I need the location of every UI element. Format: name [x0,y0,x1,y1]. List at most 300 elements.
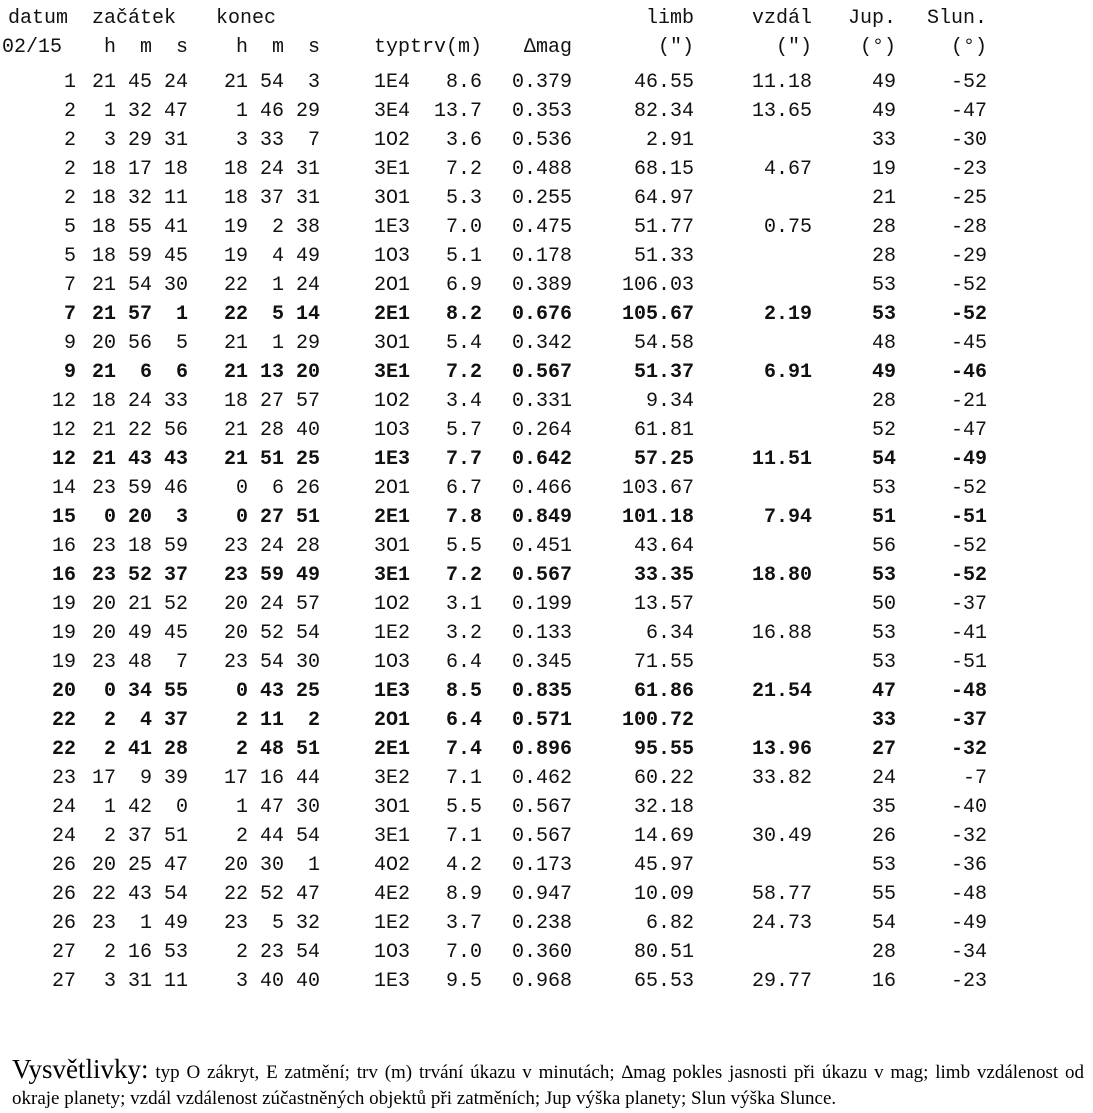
cell-limb: 2.91 [646,129,695,152]
cell-start-m: 20 [127,506,152,529]
cell-jupiter-alt: 51 [872,506,897,529]
table-header [0,4,987,68]
cell-jupiter-alt: 49 [872,71,897,94]
cell-start-m: 41 [127,738,152,761]
header-limb-unit: (") [658,36,695,59]
cell-type: 3E2 [373,767,410,790]
cell-jupiter-alt: 54 [872,448,897,471]
cell-start-m: 49 [127,622,152,645]
cell-start-m: 18 [127,535,152,558]
header-distance-unit: (") [776,36,813,59]
cell-delta-mag: 0.968 [512,970,573,993]
cell-start-h: 3 [103,970,116,993]
cell-limb: 80.51 [634,941,695,964]
cell-limb: 51.37 [634,361,695,384]
cell-distance: 13.96 [752,738,813,761]
cell-start-m: 57 [127,303,152,326]
cell-duration: 6.4 [446,651,483,674]
cell-start-s: 1 [175,303,188,326]
cell-end-h: 20 [223,622,248,645]
cell-sun-alt: -48 [951,680,988,703]
cell-start-h: 23 [91,651,116,674]
table-row [0,68,987,97]
cell-start-s: 33 [163,390,188,413]
cell-type: 3E1 [373,158,410,181]
cell-sun-alt: -32 [951,738,988,761]
cell-end-h: 3 [235,970,248,993]
cell-start-s: 18 [163,158,188,181]
cell-delta-mag: 0.536 [512,129,573,152]
cell-start-s: 49 [163,912,188,935]
table-row [0,387,987,416]
cell-date: 16 [51,535,76,558]
header-sun: Slun. [927,7,988,30]
cell-sun-alt: -49 [951,448,988,471]
cell-date: 15 [51,506,76,529]
cell-limb: 100.72 [622,709,695,732]
cell-type: 1O3 [373,245,410,268]
cell-sun-alt: -25 [951,187,988,210]
cell-start-s: 46 [163,477,188,500]
cell-end-s: 7 [307,129,320,152]
cell-distance: 16.88 [752,622,813,645]
cell-end-h: 21 [223,419,248,442]
table-row [0,735,987,764]
legend-lead: Vysvětlivky: [12,1054,149,1084]
table-row [0,967,987,996]
table-row [0,184,987,213]
cell-end-m: 40 [259,970,284,993]
cell-distance: 0.75 [764,216,813,239]
cell-limb: 57.25 [634,448,695,471]
cell-duration: 7.8 [446,506,483,529]
cell-end-h: 20 [223,854,248,877]
cell-end-m: 52 [259,622,284,645]
cell-duration: 7.2 [446,158,483,181]
cell-date: 12 [51,419,76,442]
cell-start-h: 20 [91,332,116,355]
cell-limb: 46.55 [634,71,695,94]
cell-sun-alt: -52 [951,477,988,500]
cell-start-s: 37 [163,564,188,587]
cell-limb: 6.34 [646,622,695,645]
cell-sun-alt: -52 [951,274,988,297]
cell-date: 19 [51,593,76,616]
cell-end-m: 52 [259,883,284,906]
cell-delta-mag: 0.488 [512,158,573,181]
cell-distance: 11.51 [752,448,813,471]
cell-delta-mag: 0.567 [512,564,573,587]
cell-duration: 5.4 [446,332,483,355]
cell-start-s: 31 [163,129,188,152]
cell-start-m: 21 [127,593,152,616]
cell-end-m: 30 [259,854,284,877]
cell-date: 9 [63,361,76,384]
cell-end-s: 57 [295,390,320,413]
cell-jupiter-alt: 21 [872,187,897,210]
cell-type: 1E2 [373,912,410,935]
cell-start-m: 55 [127,216,152,239]
cell-jupiter-alt: 33 [872,709,897,732]
cell-start-h: 20 [91,622,116,645]
cell-end-h: 21 [223,332,248,355]
cell-jupiter-alt: 50 [872,593,897,616]
cell-date: 26 [51,912,76,935]
cell-duration: 6.9 [446,274,483,297]
cell-duration: 7.7 [446,448,483,471]
cell-jupiter-alt: 28 [872,941,897,964]
cell-sun-alt: -37 [951,593,988,616]
table-row [0,97,987,126]
cell-end-m: 54 [259,71,284,94]
header-end-m: m [271,36,284,59]
cell-type: 1E3 [373,970,410,993]
cell-end-m: 1 [271,274,284,297]
table-row [0,793,987,822]
cell-duration: 7.0 [446,216,483,239]
cell-end-s: 57 [295,593,320,616]
table-row [0,822,987,851]
cell-distance: 11.18 [752,71,813,94]
cell-end-s: 30 [295,651,320,674]
cell-end-s: 25 [295,680,320,703]
cell-start-s: 7 [175,651,188,674]
cell-end-h: 0 [235,506,248,529]
cell-jupiter-alt: 47 [872,680,897,703]
cell-type: 1O3 [373,651,410,674]
cell-end-m: 54 [259,651,284,674]
cell-date: 22 [51,709,76,732]
cell-start-s: 37 [163,709,188,732]
cell-end-h: 18 [223,390,248,413]
cell-duration: 8.5 [446,680,483,703]
table-row [0,358,987,387]
cell-start-h: 17 [91,767,116,790]
cell-start-m: 32 [127,187,152,210]
cell-start-m: 16 [127,941,152,964]
cell-start-m: 56 [127,332,152,355]
cell-date: 19 [51,651,76,674]
cell-end-s: 40 [295,970,320,993]
table-row [0,648,987,677]
cell-start-s: 55 [163,680,188,703]
cell-distance: 24.73 [752,912,813,935]
cell-date: 27 [51,970,76,993]
header-sun-unit: (°) [951,36,988,59]
cell-limb: 101.18 [622,506,695,529]
cell-start-s: 54 [163,883,188,906]
cell-start-m: 29 [127,129,152,152]
cell-start-h: 18 [91,158,116,181]
cell-distance [694,590,812,619]
table-row [0,416,987,445]
cell-distance: 58.77 [752,883,813,906]
cell-duration: 5.7 [446,419,483,442]
cell-limb: 64.97 [634,187,695,210]
cell-type: 3O1 [373,535,410,558]
table-row [0,909,987,938]
cell-end-m: 1 [271,332,284,355]
cell-sun-alt: -45 [951,332,988,355]
cell-sun-alt: -52 [951,564,988,587]
cell-distance: 33.82 [752,767,813,790]
cell-delta-mag: 0.133 [512,622,573,645]
cell-delta-mag: 0.947 [512,883,573,906]
cell-end-m: 6 [271,477,284,500]
cell-start-h: 21 [91,71,116,94]
cell-start-m: 45 [127,71,152,94]
cell-sun-alt: -34 [951,941,988,964]
cell-type: 4E2 [373,883,410,906]
cell-type: 1O3 [373,941,410,964]
cell-start-h: 2 [103,709,116,732]
cell-start-m: 59 [127,477,152,500]
cell-start-s: 0 [175,796,188,819]
cell-end-s: 29 [295,100,320,123]
cell-type: 3O1 [373,187,410,210]
cell-start-s: 45 [163,622,188,645]
cell-duration: 6.4 [446,709,483,732]
cell-date: 20 [51,680,76,703]
header-start-h: h [103,36,116,59]
table-row [0,329,987,358]
cell-end-h: 19 [223,216,248,239]
cell-jupiter-alt: 26 [872,825,897,848]
table-row [0,155,987,184]
cell-sun-alt: -32 [951,825,988,848]
cell-limb: 13.57 [634,593,695,616]
cell-delta-mag: 0.466 [512,477,573,500]
cell-jupiter-alt: 53 [872,303,897,326]
cell-date: 24 [51,796,76,819]
cell-end-s: 24 [295,274,320,297]
table-row [0,764,987,793]
cell-end-m: 51 [259,448,284,471]
cell-start-h: 0 [103,506,116,529]
cell-distance: 30.49 [752,825,813,848]
cell-date: 7 [63,303,76,326]
cell-start-h: 23 [91,564,116,587]
cell-distance: 6.91 [764,361,813,384]
cell-delta-mag: 0.255 [512,187,573,210]
cell-limb: 45.97 [634,854,695,877]
cell-delta-mag: 0.264 [512,419,573,442]
table-row [0,503,987,532]
cell-end-m: 13 [259,361,284,384]
cell-end-s: 20 [295,361,320,384]
cell-date: 27 [51,941,76,964]
cell-jupiter-alt: 49 [872,100,897,123]
cell-delta-mag: 0.345 [512,651,573,674]
cell-duration: 7.1 [446,825,483,848]
cell-sun-alt: -52 [951,303,988,326]
cell-delta-mag: 0.462 [512,767,573,790]
cell-end-h: 22 [223,303,248,326]
cell-end-s: 51 [295,738,320,761]
cell-date: 12 [51,448,76,471]
cell-jupiter-alt: 53 [872,564,897,587]
cell-delta-mag: 0.360 [512,941,573,964]
cell-distance: 7.94 [764,506,813,529]
cell-start-s: 11 [163,187,188,210]
cell-end-m: 28 [259,419,284,442]
cell-sun-alt: -47 [951,419,988,442]
cell-jupiter-alt: 48 [872,332,897,355]
cell-limb: 95.55 [634,738,695,761]
cell-start-s: 6 [175,361,188,384]
header-jupiter-unit: (°) [860,36,897,59]
cell-delta-mag: 0.567 [512,796,573,819]
legend-body: typ O zákryt, E zatmění; trv (m) trvání úkazu v minutách; ∆mag pokles jasnosti při úkazu v mag; limb vzdálenost od okraje planety; vzdál vzdálenost zúčastněných objektů při zatměních; Jup výška planety; Slun výška Slunce. [12,1062,1084,1109]
cell-date: 23 [51,767,76,790]
cell-end-m: 27 [259,390,284,413]
cell-jupiter-alt: 24 [872,767,897,790]
cell-type: 3E4 [373,100,410,123]
cell-date: 1 [63,71,76,94]
cell-start-m: 31 [127,970,152,993]
cell-delta-mag: 0.331 [512,390,573,413]
cell-end-h: 19 [223,245,248,268]
cell-end-m: 37 [259,187,284,210]
cell-start-h: 18 [91,187,116,210]
cell-start-m: 32 [127,100,152,123]
cell-end-h: 2 [235,709,248,732]
cell-sun-alt: -48 [951,883,988,906]
cell-date: 9 [63,332,76,355]
cell-distance: 18.80 [752,564,813,587]
cell-end-h: 18 [223,158,248,181]
cell-type: 4O2 [373,854,410,877]
cell-end-s: 38 [295,216,320,239]
cell-date: 19 [51,622,76,645]
cell-type: 1E3 [373,448,410,471]
table-row [0,300,987,329]
header-duration: trv(m) [410,36,483,59]
cell-jupiter-alt: 53 [872,622,897,645]
cell-jupiter-alt: 54 [872,912,897,935]
cell-start-m: 24 [127,390,152,413]
cell-delta-mag: 0.173 [512,854,573,877]
cell-end-s: 44 [295,767,320,790]
cell-end-m: 5 [271,303,284,326]
cell-end-m: 4 [271,245,284,268]
table-row [0,590,987,619]
cell-start-s: 11 [163,970,188,993]
cell-start-s: 56 [163,419,188,442]
legend-note [12,1056,1084,1112]
cell-limb: 71.55 [634,651,695,674]
cell-date: 12 [51,390,76,413]
cell-start-s: 24 [163,71,188,94]
cell-delta-mag: 0.571 [512,709,573,732]
cell-type: 1E3 [373,680,410,703]
cell-start-m: 52 [127,564,152,587]
cell-type: 1O2 [373,129,410,152]
cell-start-h: 21 [91,419,116,442]
cell-distance [694,271,812,300]
cell-start-m: 6 [139,361,152,384]
cell-type: 1O3 [373,419,410,442]
cell-sun-alt: -7 [963,767,988,790]
cell-type: 3O1 [373,332,410,355]
cell-end-m: 24 [259,593,284,616]
cell-jupiter-alt: 53 [872,274,897,297]
cell-start-h: 20 [91,593,116,616]
header-date-value: 02/15 [2,36,63,59]
cell-limb: 14.69 [634,825,695,848]
cell-sun-alt: -52 [951,71,988,94]
cell-date: 26 [51,883,76,906]
cell-jupiter-alt: 49 [872,361,897,384]
cell-start-m: 25 [127,854,152,877]
cell-type: 1E4 [373,71,410,94]
header-end-s: s [307,36,320,59]
cell-jupiter-alt: 55 [872,883,897,906]
cell-delta-mag: 0.567 [512,825,573,848]
cell-start-h: 21 [91,303,116,326]
header-start-m: m [139,36,152,59]
cell-type: 2O1 [373,477,410,500]
cell-start-m: 22 [127,419,152,442]
cell-delta-mag: 0.238 [512,912,573,935]
header-type: typ [373,36,410,59]
cell-start-h: 23 [91,477,116,500]
table-body [0,68,987,996]
cell-start-s: 51 [163,825,188,848]
cell-end-s: 25 [295,448,320,471]
cell-date: 2 [63,100,76,123]
header-row-1 [0,4,987,33]
cell-start-m: 1 [139,912,152,935]
cell-type: 2E1 [373,738,410,761]
cell-delta-mag: 0.567 [512,361,573,384]
cell-start-m: 43 [127,448,152,471]
cell-delta-mag: 0.199 [512,593,573,616]
cell-date: 24 [51,825,76,848]
cell-end-s: 54 [295,825,320,848]
header-end-h: h [235,36,248,59]
cell-end-s: 40 [295,419,320,442]
cell-delta-mag: 0.389 [512,274,573,297]
cell-jupiter-alt: 56 [872,535,897,558]
cell-limb: 82.34 [634,100,695,123]
cell-distance: 29.77 [752,970,813,993]
cell-end-h: 1 [235,100,248,123]
cell-distance [694,793,812,822]
cell-sun-alt: -28 [951,216,988,239]
cell-sun-alt: -46 [951,361,988,384]
cell-duration: 8.9 [446,883,483,906]
cell-end-m: 11 [259,709,284,732]
cell-duration: 8.6 [446,71,483,94]
cell-jupiter-alt: 52 [872,419,897,442]
cell-end-m: 59 [259,564,284,587]
header-start: začátek [92,7,177,30]
cell-type: 1O2 [373,593,410,616]
cell-end-h: 21 [223,71,248,94]
table-row [0,880,987,909]
cell-sun-alt: -47 [951,100,988,123]
header-datum: datum [8,7,69,30]
events-table [0,4,987,996]
cell-start-h: 18 [91,216,116,239]
cell-end-s: 1 [307,854,320,877]
table-row [0,677,987,706]
cell-type: 2E1 [373,506,410,529]
cell-jupiter-alt: 16 [872,970,897,993]
cell-duration: 3.1 [446,593,483,616]
cell-duration: 7.0 [446,941,483,964]
